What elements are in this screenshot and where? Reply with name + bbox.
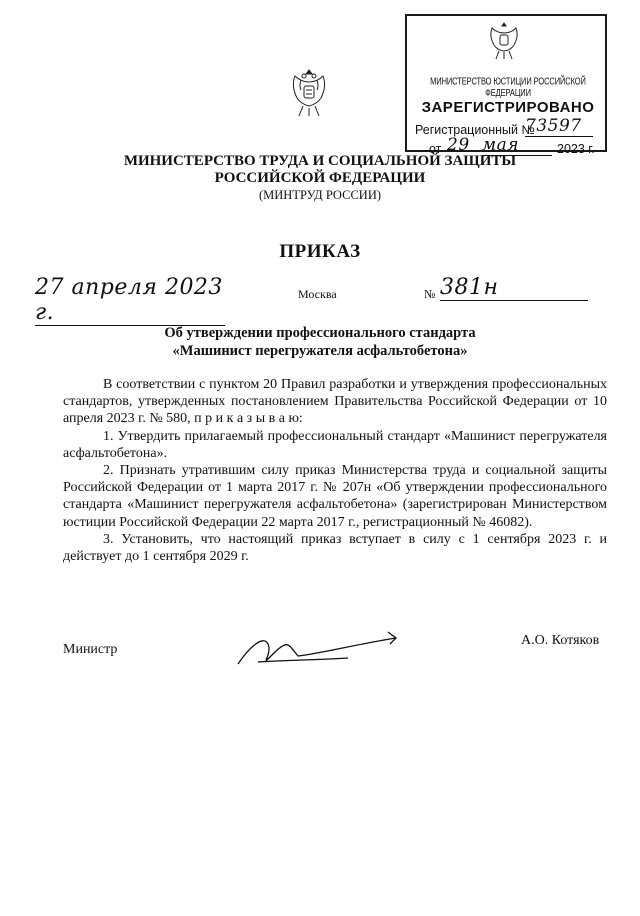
stamp-registered: ЗАРЕГИСТРИРОВАНО: [421, 99, 595, 116]
body-paragraph-4: 3. Установить, что настоящий приказ вступает в силу с 1 сентября 2023 г. и действует до 1 сентября 2029 г.: [63, 531, 607, 565]
subject-line1: Об утверждении профессионального стандарта: [164, 325, 476, 341]
stamp-coat-of-arms-icon: [486, 20, 522, 62]
subject-line2: «Машинист перегружателя асфальтобетона»: [172, 343, 468, 359]
stamp-ministry: МИНИСТЕРСТВО ЮСТИЦИИ РОССИЙСКОЙ ФЕДЕРАЦИИ: [430, 75, 586, 99]
stamp-reg-number: 73597: [525, 116, 593, 137]
body-paragraph-2: 1. Утвердить прилагаемый профессиональный стандарт «Машинист перегружателя асфальтобетона».: [63, 428, 607, 461]
body-paragraph-3: 2. Признать утратившим силу приказ Министерства труда и социальной защиты Российской Федерации от 1 марта 2017 г. № 207н «Об утверждении профессионального стандарта «Машинист перегружателя асфальтобетона» (зарегистрирован Министерством юстиции Российской Федерации 22 марта 2017 г., регистрационный № 46082).: [63, 463, 607, 530]
registration-stamp: [405, 14, 607, 156]
order-number-sign: №: [424, 287, 436, 301]
order-number: 381н: [440, 275, 588, 301]
body-paragraph-1: В соответствии с пунктом 20 Правил разработки и утверждения профессиональных стандартов, утвержденных постановлением Правительства Российской Федерации от 10 апреля 2023 г. № 580, п р и к а з ы в а ю:: [63, 377, 607, 427]
stamp-date-month: мая: [482, 135, 552, 156]
order-body: [63, 376, 607, 565]
stamp-date-year: 2023 г.: [557, 142, 595, 156]
org-name-line2: РОССИЙСКОЙ ФЕДЕРАЦИИ: [214, 170, 426, 186]
org-name-line1: МИНИСТЕРСТВО ТРУДА И СОЦИАЛЬНОЙ ЗАЩИТЫ: [123, 153, 517, 169]
document-title: ПРИКАЗ: [279, 241, 361, 262]
coat-of-arms-icon: [287, 66, 331, 120]
order-city: Москва: [298, 287, 337, 301]
org-short-name: (МИНТРУД РОССИИ): [258, 188, 382, 202]
order-date: 27 апреля 2023 г.: [35, 275, 225, 326]
stamp-date-day: 29: [447, 135, 470, 155]
stamp-date-prefix: от: [429, 142, 442, 156]
stamp-reg-label: Регистрационный №: [415, 123, 535, 137]
signer-title: Министр: [63, 642, 118, 657]
signature-icon: [228, 624, 408, 674]
signer-name: А.О. Котяков: [521, 633, 600, 648]
